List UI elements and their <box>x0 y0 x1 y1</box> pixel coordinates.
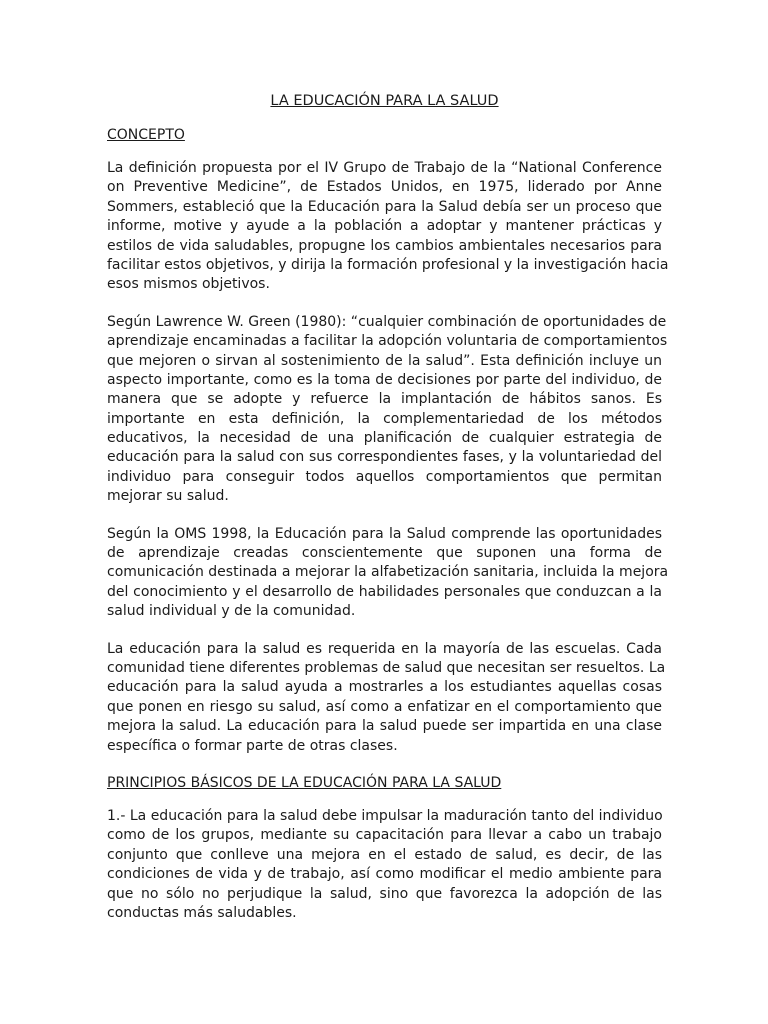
text-line: específica o formar parte de otras clases. <box>107 737 398 754</box>
text-line: como de los grupos, mediante su capacitación para llevar a cabo un trabajo <box>107 827 662 844</box>
text-line: educación para la salud con sus correspondientes fases, y la voluntariedad del <box>107 449 662 466</box>
document-page <box>107 92 669 941</box>
text-line: que mejoren o sirvan al sostenimiento de la salud”. Esta definición incluye un <box>107 352 662 369</box>
paragraph <box>107 525 669 622</box>
text-line: individuo para conseguir todos aquellos comportamientos que permitan <box>107 468 662 485</box>
text-line: informe, motive y ayude a la población a adoptar y mantener prácticas y <box>107 218 662 235</box>
text-line: on Preventive Medicine”, de Estados Unidos, en 1975, liderado por Anne <box>107 179 662 196</box>
section-heading: CONCEPTO <box>107 127 185 143</box>
paragraph <box>107 159 669 295</box>
text-line: educación para la salud ayuda a mostrarles a los estudiantes aquellas cosas <box>107 679 662 696</box>
paragraph <box>107 807 662 923</box>
section-concepto <box>107 126 669 756</box>
text-line: 1.- La educación para la salud debe impulsar la maduración tanto del individuo <box>107 807 663 824</box>
text-line: importante en esta definición, la complementariedad de los métodos <box>107 410 662 427</box>
text-line: mejorar su salud. <box>107 488 229 505</box>
text-line: que no sólo no perjudique la salud, sino que favorezca la adopción de las <box>107 885 662 902</box>
text-line: de aprendizaje creadas conscientemente que suponen una forma de <box>107 545 662 562</box>
text-line: del conocimiento y el desarrollo de habilidades personales que conduzcan a la <box>107 583 662 600</box>
text-line: aprendizaje encaminadas a facilitar la adopción voluntaria de comportamientos <box>107 333 668 350</box>
text-line: conductas más saludables. <box>107 904 297 921</box>
text-line: Sommers, estableció que la Educación para la Salud debía ser un proceso que <box>107 198 662 215</box>
text-line: facilitar estos objetivos, y dirija la formación profesional y la investigación hacia <box>107 256 669 273</box>
text-line: esos mismos objetivos. <box>107 276 270 293</box>
paragraph <box>107 313 668 507</box>
text-line: que ponen en riesgo su salud, así como a enfatizar en el comportamiento que <box>107 698 662 715</box>
text-line: comunicación destinada a mejorar la alfabetización sanitaria, incluida la mejora <box>107 564 669 581</box>
document-title: LA EDUCACIÓN PARA LA SALUD <box>270 93 499 109</box>
text-line: condiciones de vida y de trabajo, así como modificar el medio ambiente para <box>107 866 662 883</box>
text-line: La educación para la salud es requerida en la mayoría de las escuelas. Cada <box>107 640 662 657</box>
text-line: manera que se adopte y refuerce la implantación de hábitos sanos. Es <box>107 391 662 408</box>
text-line: educativos, la necesidad de una planificación de cualquier estrategia de <box>107 430 662 447</box>
text-line: La definición propuesta por el IV Grupo de Trabajo de la “National Conference <box>107 160 662 176</box>
text-line: Según la OMS 1998, la Educación para la Salud comprende las oportunidades <box>107 525 662 542</box>
section-heading: PRINCIPIOS BÁSICOS DE LA EDUCACIÓN PARA LA SALUD <box>107 774 502 791</box>
paragraph <box>107 640 666 756</box>
text-line: comunidad tiene diferentes problemas de salud que necesitan ser resueltos. La <box>107 659 666 676</box>
text-line: Según Lawrence W. Green (1980): “cualquier combinación de oportunidades de <box>107 313 667 330</box>
text-line: mejora la salud. La educación para la salud puede ser impartida en una clase <box>107 718 662 735</box>
text-line: salud individual y de la comunidad. <box>107 603 356 620</box>
text-line: aspecto importante, como es la toma de decisiones por parte del individuo, de <box>107 371 662 388</box>
text-line: conjunto que conlleve una mejora en el estado de salud, es decir, de las <box>107 846 662 863</box>
section-principios <box>107 774 662 923</box>
text-line: estilos de vida saludables, propugne los cambios ambientales necesarios para <box>107 237 662 254</box>
